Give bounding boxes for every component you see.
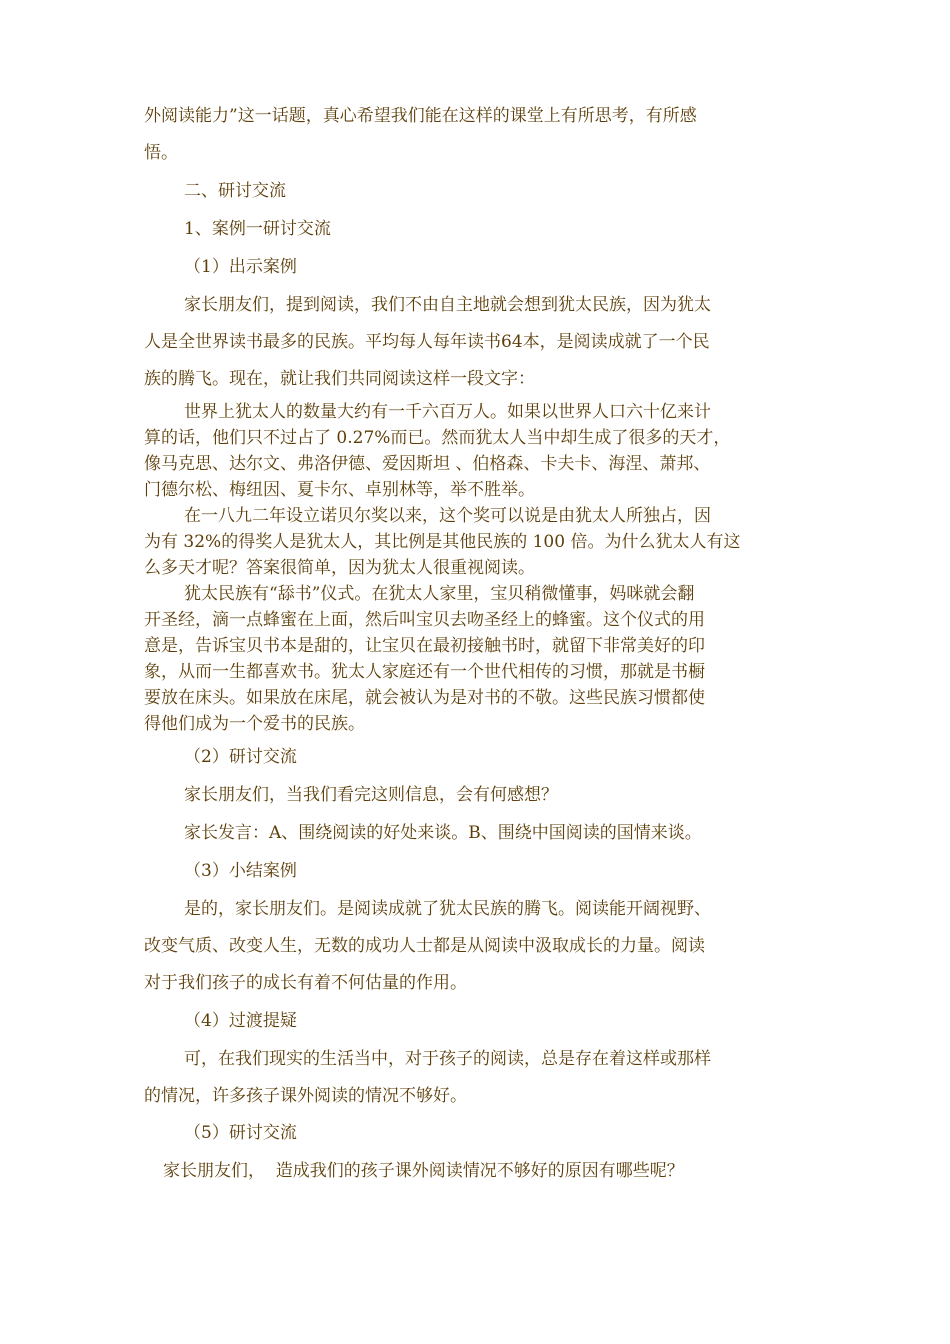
- paragraph-case-intro: [144, 287, 784, 398]
- text-line: 家长发言：A、围绕阅读的好处来谈。B、围绕中国阅读的国情来谈。: [184, 823, 702, 843]
- text-line: （5）研讨交流: [184, 1123, 297, 1143]
- subsection-heading: [144, 1003, 784, 1040]
- subsection-heading: [144, 211, 784, 248]
- text-line: （3）小结案例: [184, 861, 297, 881]
- subsection-heading: [144, 249, 784, 286]
- text-line: 二、研讨交流: [184, 181, 286, 201]
- section-heading: [144, 173, 784, 210]
- text-line: 悟。: [144, 143, 178, 163]
- text-line: 么多天才呢？答案很简单，因为犹太人很重视阅读。: [144, 558, 535, 578]
- text-line: 家长朋友们，提到阅读，我们不由自主地就会想到犹太民族，因为犹太: [184, 295, 711, 315]
- text-line: 象，从而一生都喜欢书。犹太人家庭还有一个世代相传的习惯，那就是书橱: [144, 662, 705, 682]
- text-line: 家长朋友们，当我们看完这则信息，会有何感想？: [184, 785, 558, 805]
- text-line: 犹太民族有“舔书”仪式。在犹太人家里，宝贝稍微懂事，妈咪就会翻: [184, 584, 695, 604]
- text-line: 可，在我们现实的生活当中，对于孩子的阅读，总是存在着这样或那样: [184, 1049, 711, 1069]
- subsection-heading: [144, 739, 784, 776]
- text-line: 外阅读能力”这一话题，真心希望我们能在这样的课堂上有所思考，有所感: [144, 106, 697, 126]
- text-line: （2）研讨交流: [184, 747, 297, 767]
- subsection-heading: [144, 1115, 784, 1152]
- text-line: 得他们成为一个爱书的民族。: [144, 714, 365, 734]
- text-line: 家长朋友们， 造成我们的孩子课外阅读情况不够好的原因有哪些呢？: [163, 1161, 684, 1181]
- paragraph-quote-nobel: [144, 503, 784, 581]
- text-line: 开圣经，滴一点蜂蜜在上面，然后叫宝贝去吻圣经上的蜂蜜。这个仪式的用: [144, 610, 705, 630]
- text-line: 是的，家长朋友们。是阅读成就了犹太民族的腾飞。阅读能开阔视野、: [184, 899, 711, 919]
- text-line: 门德尔松、梅纽因、夏卡尔、卓别林等，举不胜举。: [144, 480, 535, 500]
- text-line: 对于我们孩子的成长有着不何估量的作用。: [144, 973, 467, 993]
- text-line: （1）出示案例: [184, 257, 297, 277]
- subsection-heading: [144, 853, 784, 890]
- text-line: 算的话，他们只不过占了 0.27%而已。然而犹太人当中却生成了很多的天才，: [144, 428, 731, 448]
- text-line: 像马克思、达尔文、弗洛伊德、爱因斯坦 、伯格森、卡夫卡、海涅、萧邦、: [144, 454, 711, 474]
- paragraph-question: [144, 777, 784, 814]
- paragraph-quote-ritual: [144, 581, 784, 737]
- text-line: 人是全世界读书最多的民族。平均每人每年读书64本，是阅读成就了一个民: [144, 332, 710, 352]
- text-line: 要放在床头。如果放在床尾，就会被认为是对书的不敬。这些民族习惯都使: [144, 688, 705, 708]
- paragraph-quote-population: [144, 399, 784, 503]
- text-line: 1、案例一研讨交流: [184, 219, 331, 239]
- paragraph-final-question: [163, 1153, 803, 1190]
- text-line: 改变气质、改变人生，无数的成功人士都是从阅读中汲取成长的力量。阅读: [144, 936, 705, 956]
- text-line: 为有 32%的得奖人是犹太人，其比例是其他民族的 100 倍。为什么犹太人有这: [144, 532, 741, 552]
- paragraph-parent-speech: [144, 815, 784, 852]
- paragraph-intro-continuation: [144, 98, 784, 172]
- text-line: 世界上犹太人的数量大约有一千六百万人。如果以世界人口六十亿来计: [184, 402, 711, 422]
- text-line: （4）过渡提疑: [184, 1011, 297, 1031]
- text-line: 族的腾飞。现在，就让我们共同阅读这样一段文字：: [144, 369, 535, 389]
- text-line: 的情况，许多孩子课外阅读的情况不够好。: [144, 1086, 467, 1106]
- paragraph-transition: [144, 1041, 784, 1115]
- paragraph-summary: [144, 891, 784, 1002]
- text-line: 在一八九二年设立诺贝尔奖以来，这个奖可以说是由犹太人所独占，因: [184, 506, 711, 526]
- text-line: 意是，告诉宝贝书本是甜的，让宝贝在最初接触书时，就留下非常美好的印: [144, 636, 705, 656]
